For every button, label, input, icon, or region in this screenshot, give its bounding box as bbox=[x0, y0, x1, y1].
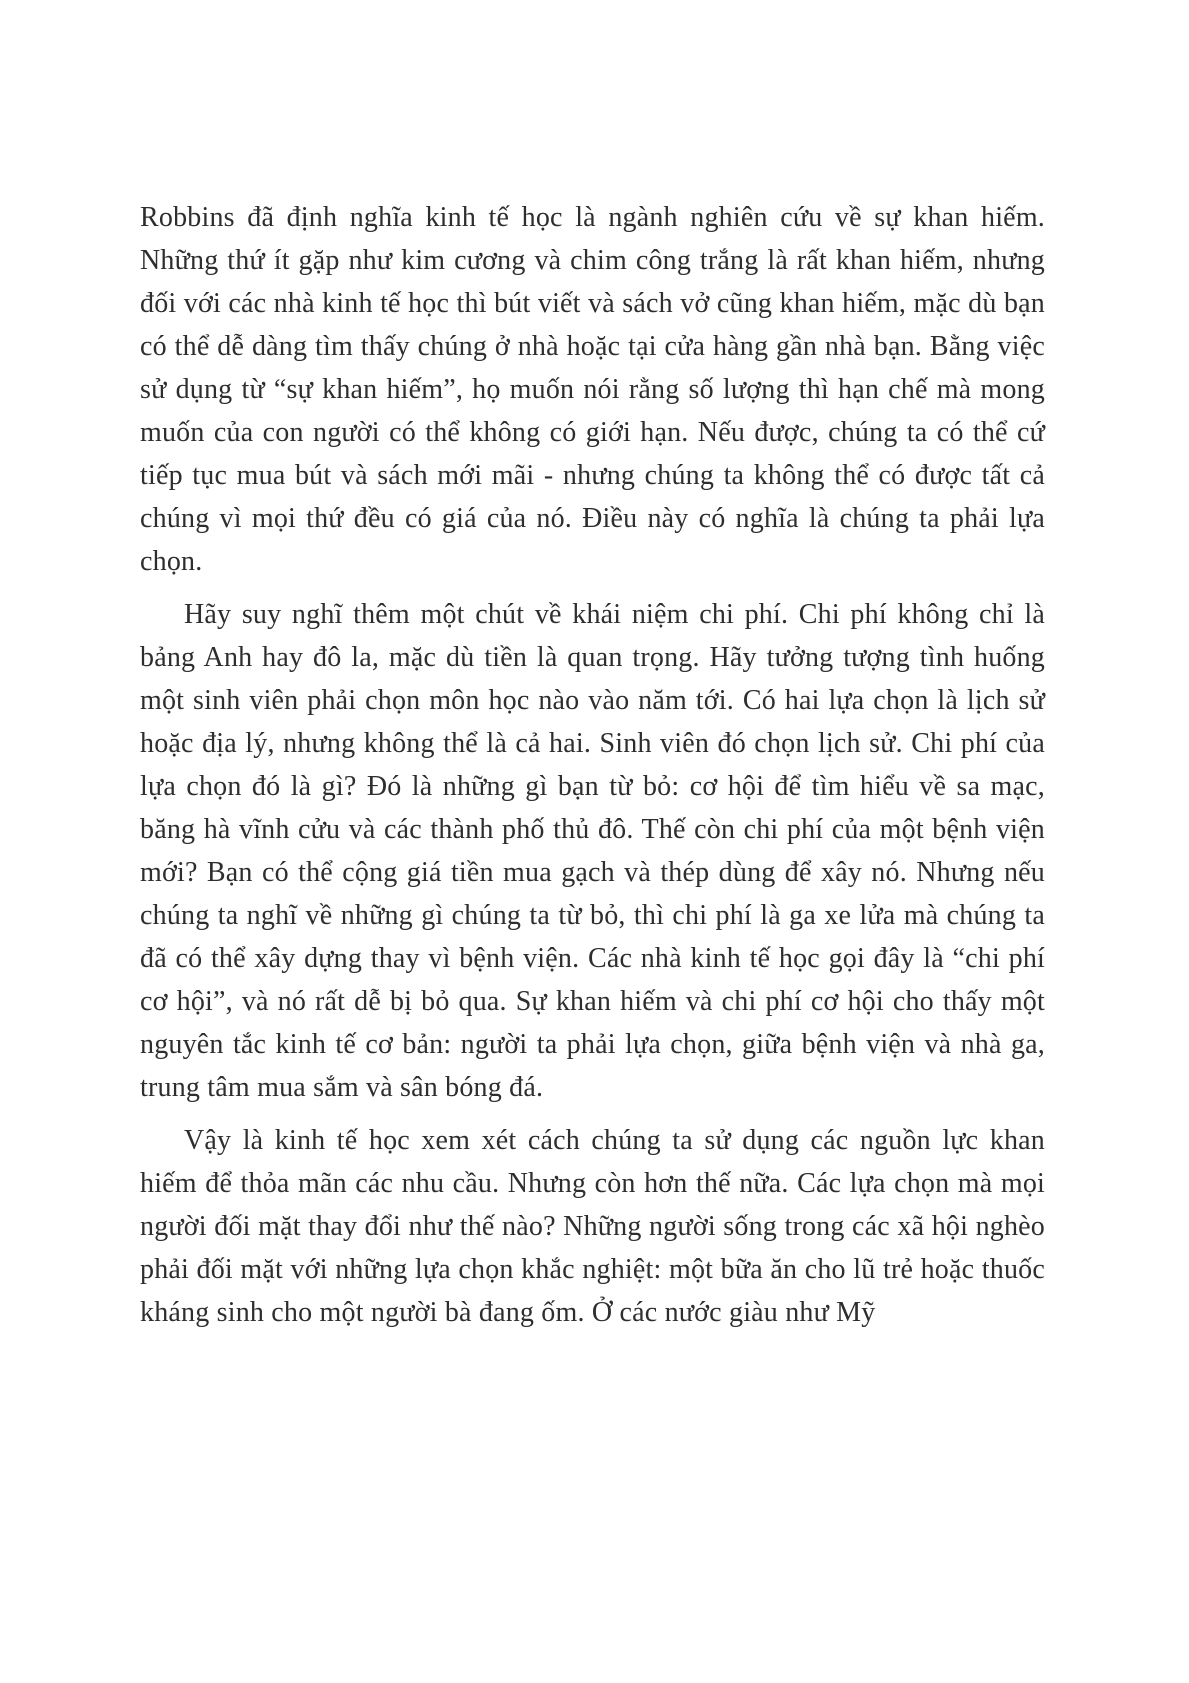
body-text bbox=[140, 196, 1045, 1344]
paragraph-economics-choices: Vậy là kinh tế học xem xét cách chúng ta sử dụng các nguồn lực khan hiếm để thỏa mãn các nhu cầu. Nhưng còn hơn thế nữa. Các lựa chọn mà mọi người đối mặt thay đổi như thế nào? Những người sống trong các xã hội nghèo phải đối mặt với những lựa chọn khắc nghiệt: một bữa ăn cho lũ trẻ hoặc thuốc kháng sinh cho một người bà đang ốm. Ở các nước giàu như Mỹ bbox=[140, 1125, 1045, 1328]
paragraph-scarcity-definition: Robbins đã định nghĩa kinh tế học là ngành nghiên cứu về sự khan hiếm. Những thứ ít gặp như kim cương và chim công trắng là rất khan hiếm, nhưng đối với các nhà kinh tế học thì bút viết và sách vở cũng khan hiếm, mặc dù bạn có thể dễ dàng tìm thấy chúng ở nhà hoặc tại cửa hàng gần nhà bạn. Bằng việc sử dụng từ “sự khan hiếm”, họ muốn nói rằng số lượng thì hạn chế mà mong muốn của con người có thể không có giới hạn. Nếu được, chúng ta có thể cứ tiếp tục mua bút và sách mới mãi - nhưng chúng ta không thể có được tất cả chúng vì mọi thứ đều có giá của nó. Điều này có nghĩa là chúng ta phải lựa chọn. bbox=[140, 202, 1045, 577]
paragraph-opportunity-cost: Hãy suy nghĩ thêm một chút về khái niệm chi phí. Chi phí không chỉ là bảng Anh hay đô la, mặc dù tiền là quan trọng. Hãy tưởng tượng tình huống một sinh viên phải chọn môn học nào vào năm tới. Có hai lựa chọn là lịch sử hoặc địa lý, nhưng không thể là cả hai. Sinh viên đó chọn lịch sử. Chi phí của lựa chọn đó là gì? Đó là những gì bạn từ bỏ: cơ hội để tìm hiểu về sa mạc, băng hà vĩnh cửu và các thành phố thủ đô. Thế còn chi phí của một bệnh viện mới? Bạn có thể cộng giá tiền mua gạch và thép dùng để xây nó. Nhưng nếu chúng ta nghĩ về những gì chúng ta từ bỏ, thì chi phí là ga xe lửa mà chúng ta đã có thể xây dựng thay vì bệnh viện. Các nhà kinh tế học gọi đây là “chi phí cơ hội”, và nó rất dễ bị bỏ qua. Sự khan hiếm và chi phí cơ hội cho thấy một nguyên tắc kinh tế cơ bản: người ta phải lựa chọn, giữa bệnh viện và nhà ga, trung tâm mua sắm và sân bóng đá. bbox=[140, 599, 1045, 1103]
